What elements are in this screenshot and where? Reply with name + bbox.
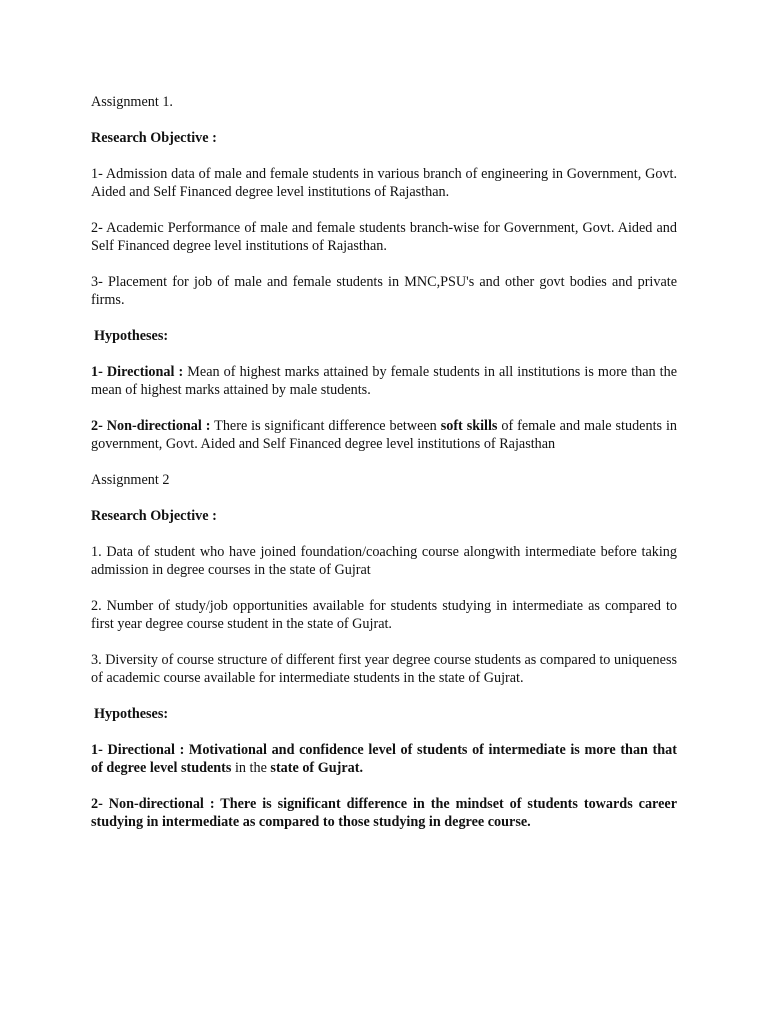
objective-2-2: 2. Number of study/job opportunities available for students studying in intermediate as compared to first year degree course student in the state of Gujrat. bbox=[91, 598, 677, 632]
hypothesis-1-2 bbox=[91, 417, 677, 453]
research-objective-heading-2: Research Objective : bbox=[91, 508, 217, 524]
hypothesis-text-bold: 1- Directional : Motivational and confidence level of students of intermediate is more than that of degree level students bbox=[91, 742, 677, 776]
hypothesis-text-bold: state of Gujrat. bbox=[270, 760, 364, 776]
hypothesis-text: There is significant difference between bbox=[210, 418, 441, 434]
objective-2-3: 3. Diversity of course structure of different first year degree course students as compared to uniqueness of academic course available for intermediate students in the state of Gujrat. bbox=[91, 652, 677, 686]
hypotheses-heading-2: Hypotheses: bbox=[94, 706, 169, 722]
objective-1-1: 1- Admission data of male and female students in various branch of engineering in Government, Govt. Aided and Self Financed degree level institutions of Rajasthan. bbox=[91, 166, 677, 200]
hypothesis-text: of female and male students in government, Govt. Aided and Self Financed degree level institutions of Rajasthan bbox=[91, 418, 677, 452]
research-objective-heading-1: Research Objective : bbox=[91, 130, 217, 146]
document-page bbox=[91, 93, 677, 849]
hypothesis-text: in the bbox=[231, 760, 271, 776]
objective-2-1: 1. Data of student who have joined foundation/coaching course alongwith intermediate before taking admission in degree courses in the state of Gujrat bbox=[91, 544, 677, 578]
hypotheses-heading-1: Hypotheses: bbox=[94, 328, 169, 344]
assignment-2-title: Assignment 2 bbox=[91, 472, 170, 488]
objective-1-2: 2- Academic Performance of male and female students branch-wise for Government, Govt. Aided and Self Financed degree level institutions of Rajasthan. bbox=[91, 220, 677, 254]
hypothesis-1-1 bbox=[91, 363, 677, 399]
hypothesis-label: 2- Non-directional : bbox=[91, 418, 211, 434]
hypothesis-text: Mean of highest marks attained by female students in all institutions is more than the mean of highest marks attained by male students. bbox=[91, 364, 677, 398]
hypothesis-2-2: 2- Non-directional : There is significant difference in the mindset of students towards career studying in intermediate as compared to those studying in degree course. bbox=[91, 796, 677, 830]
objective-1-3: 3- Placement for job of male and female students in MNC,PSU's and other govt bodies and private firms. bbox=[91, 274, 677, 308]
hypothesis-2-1 bbox=[91, 741, 677, 777]
hypothesis-emphasis: soft skills bbox=[440, 418, 498, 434]
hypothesis-label: 1- Directional : bbox=[91, 364, 184, 380]
assignment-1-title: Assignment 1. bbox=[91, 94, 173, 110]
